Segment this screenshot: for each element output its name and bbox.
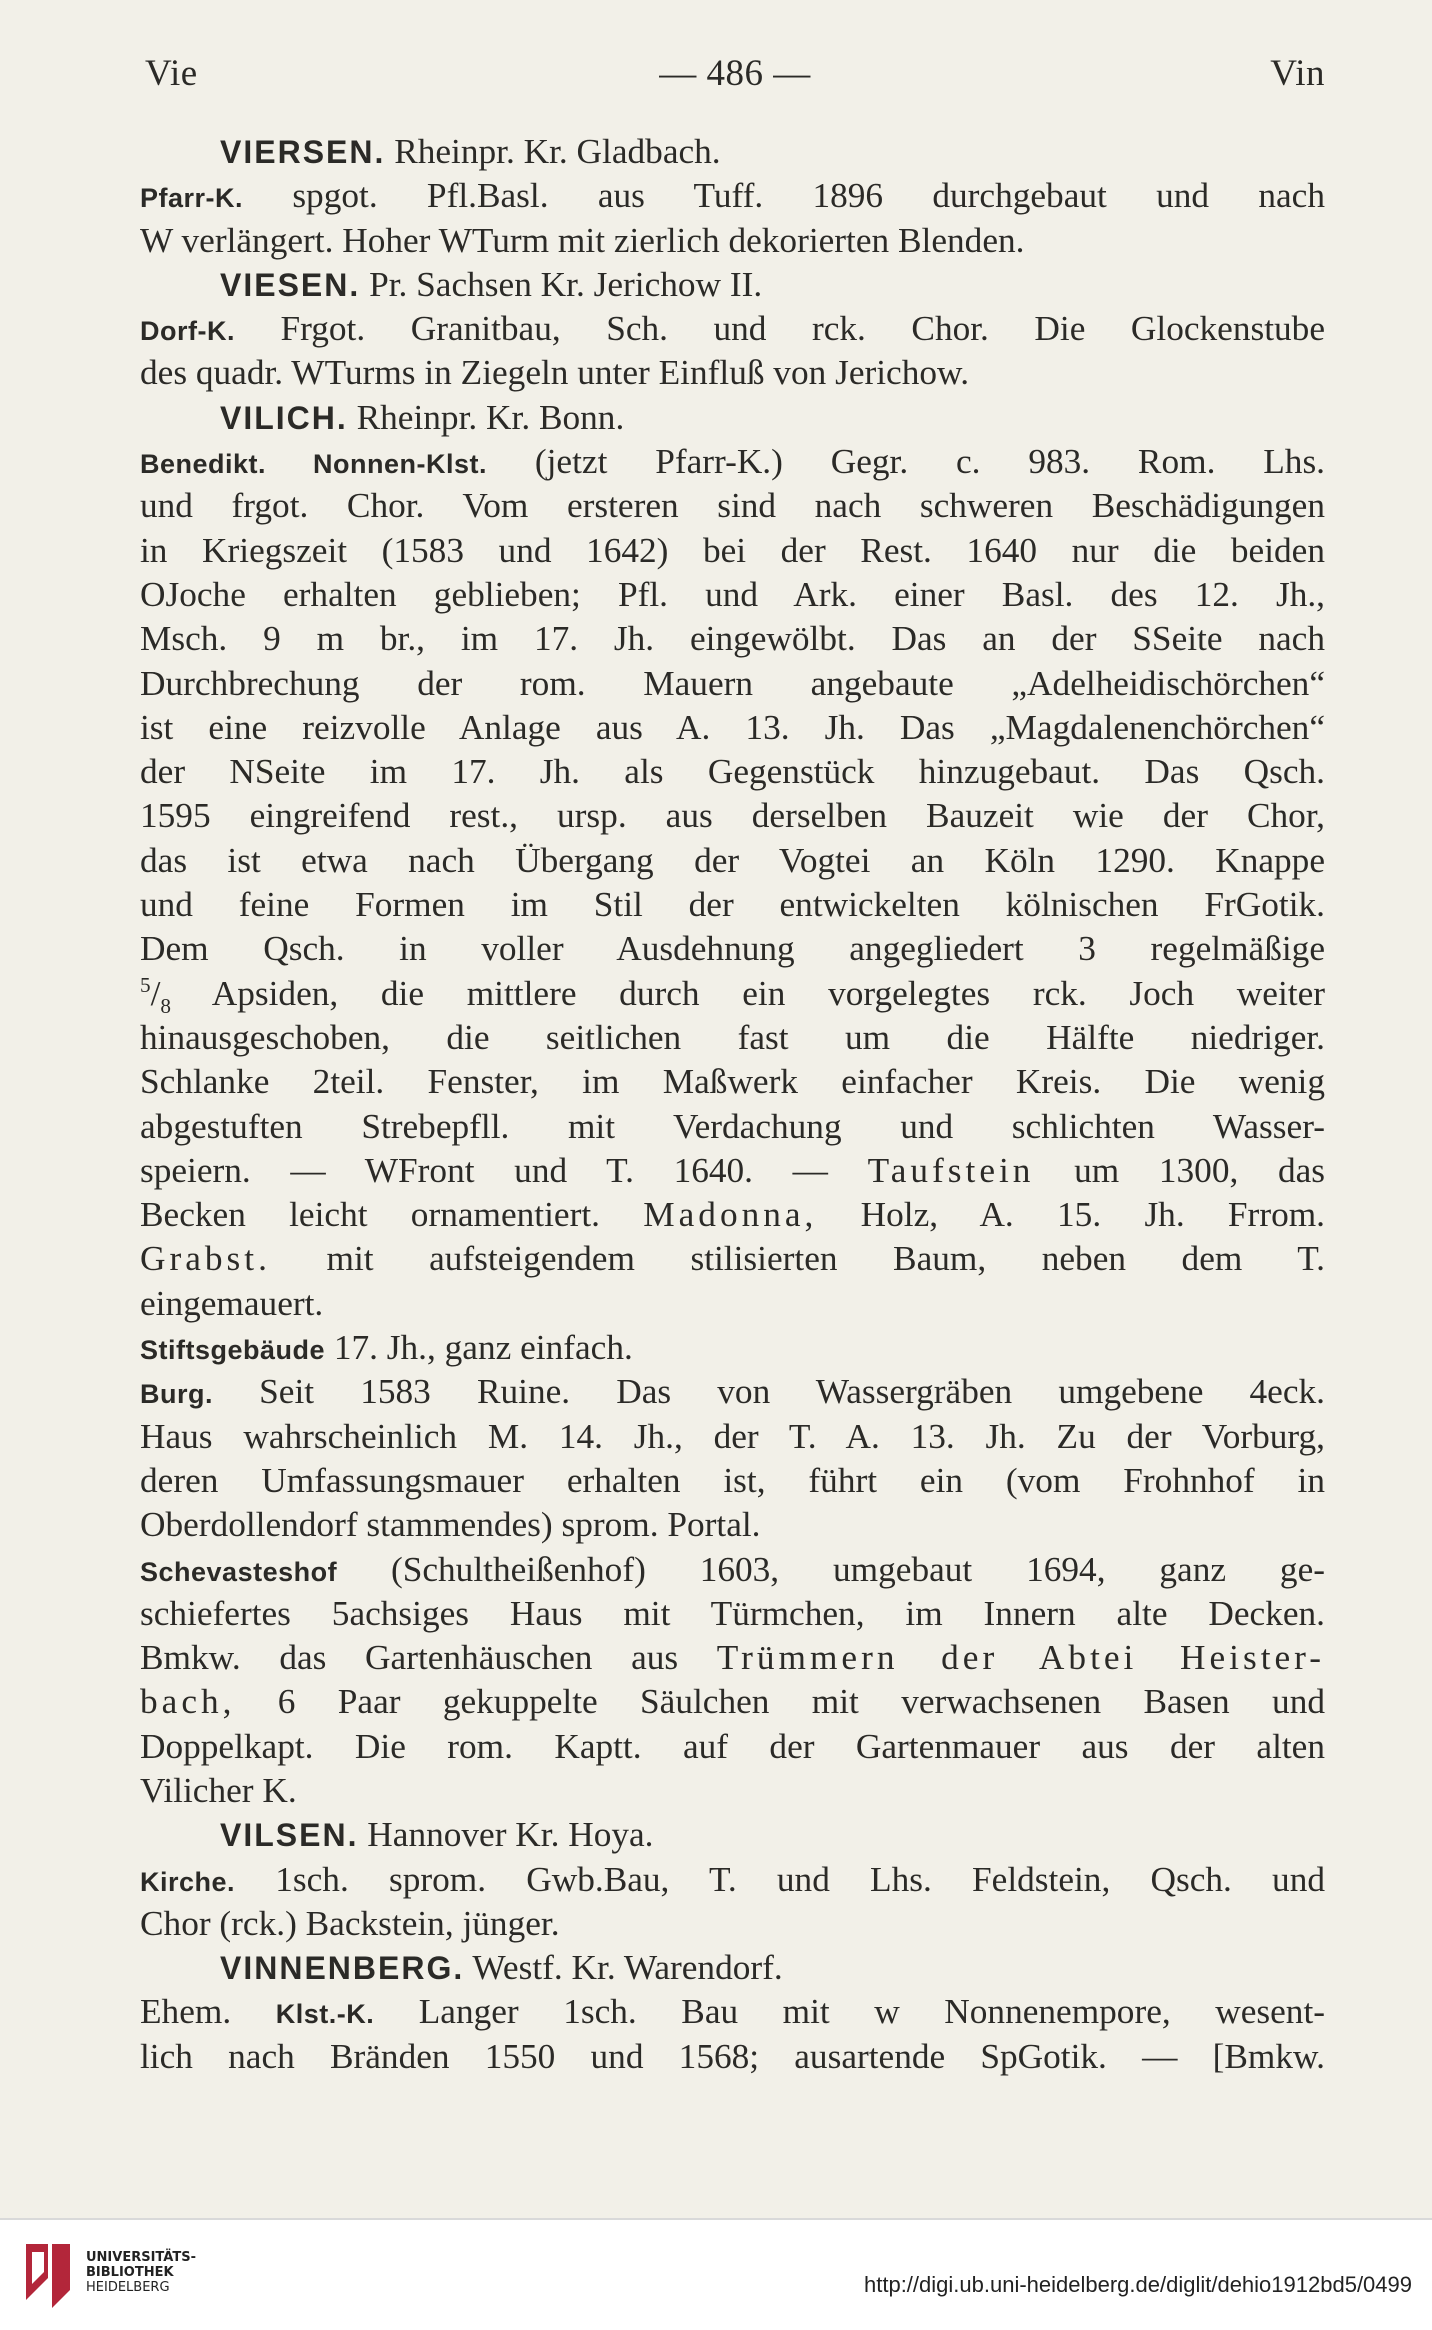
text-line [140, 750, 1325, 794]
text-line [140, 839, 1325, 883]
text-line [140, 1503, 1325, 1547]
text-span: spgot. Pfl.Basl. aus Tuff. 1896 durchgebaut und nach [243, 176, 1325, 216]
text-line [140, 1725, 1325, 1769]
text-line [140, 1858, 1325, 1902]
text-span: und feine Formen im Stil der entwickelten kölnischen FrGotik. [140, 885, 1325, 925]
text-line [140, 2035, 1325, 2079]
text-line [140, 529, 1325, 573]
text-line [140, 1415, 1325, 1459]
place-heading: VIERSEN. [220, 134, 386, 170]
text-line [140, 706, 1325, 750]
text-line [140, 1326, 1325, 1370]
text-span: das ist etwa nach Übergang der Vogtei an Köln 1290. Knappe [140, 840, 1325, 880]
text-span: 17. Jh., ganz einfach. [325, 1328, 633, 1368]
text-span: Chor (rck.) Backstein, jünger. [140, 1903, 560, 1943]
header-left-keyword: Vie [145, 53, 198, 94]
text-span: Vilicher K. [140, 1770, 297, 1810]
text-line [140, 396, 1325, 440]
building-heading: Klst.-K. [275, 1999, 375, 2030]
text-span: Bmkw. das Gartenhäuschen aus [140, 1638, 717, 1678]
text-line [140, 1680, 1325, 1724]
place-heading: VINNENBERG. [220, 1950, 465, 1987]
text-span: W verlängert. Hoher WTurm mit zierlich dekorierten Blenden. [140, 220, 1025, 260]
text-line [140, 1016, 1325, 1060]
text-span: Langer 1sch. Bau mit w Nonnenempore, wesent- [374, 1992, 1325, 2032]
spaced-term: Madonna, [643, 1195, 818, 1235]
text-line [140, 263, 1325, 307]
text-line [140, 1636, 1325, 1680]
text-line [140, 927, 1325, 971]
text-line [140, 1370, 1325, 1414]
text-span: Westf. Kr. Warendorf. [464, 1948, 783, 1988]
text-line [140, 174, 1325, 218]
text-line [140, 1459, 1325, 1503]
text-line [140, 573, 1325, 617]
text-line [140, 1902, 1325, 1946]
text-line [140, 130, 1325, 174]
text-line [140, 484, 1325, 528]
text-span: OJoche erhalten geblieben; Pfl. und Ark. einer Basl. des 12. Jh., [140, 574, 1325, 614]
spaced-term: bach, [140, 1682, 236, 1722]
text-span: schiefertes 5achsiges Haus mit Türmchen, im Innern alte Decken. [140, 1593, 1325, 1633]
text-line [140, 307, 1325, 351]
text-span: Frgot. Granitbau, Sch. und rck. Chor. Die Glockenstube [234, 309, 1325, 349]
text-line [140, 219, 1325, 263]
place-heading: VIESEN. [220, 266, 361, 303]
text-span: Hannover Kr. Hoya. [358, 1815, 654, 1855]
text-span: Rheinpr. Kr. Bonn. [347, 397, 625, 437]
text-span: deren Umfassungsmauer erhalten ist, führt ein (vom Frohnhof in [140, 1460, 1325, 1500]
library-name [86, 2250, 196, 2295]
text-span: 1595 eingreifend rest., ursp. aus derselben Bauzeit wie der Chor, [140, 796, 1325, 836]
building-heading: Dorf-K. [140, 316, 235, 347]
spaced-term: Trümmern der Abtei Heister- [716, 1638, 1325, 1678]
text-line [140, 1769, 1325, 1813]
permalink-url[interactable]: http://digi.ub.uni-heidelberg.de/diglit/dehio1912bd5/0499 [864, 2272, 1412, 2297]
text-span: Doppelkapt. Die rom. Kaptt. auf der Gartenmauer aus der alten [140, 1726, 1325, 1766]
building-heading: Kirche. [140, 1866, 236, 1897]
place-heading: VILSEN. [220, 1817, 359, 1854]
text-span: Rheinpr. Kr. Gladbach. [385, 132, 721, 171]
text-line [140, 1990, 1325, 2034]
library-name-line: BIBLIOTHEK [86, 2265, 174, 2280]
text-span: 6 Paar gekuppelte Säulchen mit verwachsenen Basen und [235, 1682, 1325, 1722]
text-line [140, 351, 1325, 395]
text-span: Msch. 9 m br., im 17. Jh. eingewölbt. Das an der SSeite nach [140, 619, 1325, 659]
text-line [140, 1548, 1325, 1592]
viewer-footer [0, 2218, 1432, 2330]
page-number: — 486 — [659, 53, 811, 94]
text-span: Apsiden, die mittlere durch ein vorgelegtes rck. Joch weiter [171, 973, 1325, 1013]
text-span: 1sch. sprom. Gwb.Bau, T. und Lhs. Feldstein, Qsch. und [235, 1859, 1325, 1899]
text-span: des quadr. WTurms in Ziegeln unter Einfluß von Jerichow. [140, 353, 970, 393]
ub-heidelberg-logo-icon[interactable] [18, 2238, 78, 2316]
text-line [140, 1149, 1325, 1193]
text-line [140, 972, 1325, 1016]
text-line [140, 1813, 1325, 1857]
text-span: (jetzt Pfarr-K.) Gegr. c. 983. Rom. Lhs. [487, 442, 1325, 482]
running-header [145, 52, 1325, 102]
text-line [140, 662, 1325, 706]
text-span: Becken leicht ornamentiert. [140, 1195, 644, 1235]
text-span: Pr. Sachsen Kr. Jerichow II. [360, 264, 763, 304]
spaced-term: Grabst. [140, 1239, 271, 1279]
building-heading: Benedikt. Nonnen-Klst. [140, 449, 488, 480]
text-span: in Kriegszeit (1583 und 1642) bei der Rest. 1640 nur die beiden [140, 530, 1325, 570]
library-name-line: UNIVERSITÄTS- [86, 2250, 196, 2265]
text-span: hinausgeschoben, die seitlichen fast um die Hälfte niedriger. [140, 1017, 1325, 1057]
building-heading: Pfarr-K. [140, 183, 244, 214]
text-span: der NSeite im 17. Jh. als Gegenstück hinzugebaut. Das Qsch. [140, 752, 1325, 792]
text-span: mit aufsteigendem stilisierten Baum, neben dem T. [270, 1239, 1325, 1279]
fraction-numerator: 5 [140, 972, 151, 997]
spaced-term: Taufstein [867, 1150, 1035, 1190]
text-line [140, 883, 1325, 927]
text-span: Dem Qsch. in voller Ausdehnung angegliedert 3 regelmäßige [140, 929, 1325, 969]
text-line [140, 617, 1325, 661]
text-span: Durchbrechung der rom. Mauern angebaute „Adelheidischörchen“ [140, 663, 1325, 703]
text-span: (Schultheißenhof) 1603, umgebaut 1694, ganz ge- [337, 1549, 1325, 1589]
text-line [140, 1193, 1325, 1237]
text-span: und frgot. Chor. Vom ersteren sind nach schweren Beschädigungen [140, 486, 1325, 526]
text-span: Seit 1583 Ruine. Das von Wassergräben umgebene 4eck. [213, 1372, 1325, 1412]
place-heading: VILICH. [220, 399, 348, 436]
building-heading: Burg. [140, 1379, 213, 1410]
text-line [140, 440, 1325, 484]
text-line [140, 1282, 1325, 1326]
text-span: abgestuften Strebepfll. mit Verdachung und schlichten Wasser- [140, 1106, 1325, 1146]
text-span: / [150, 973, 161, 1013]
text-span: Holz, A. 15. Jh. Frrom. [817, 1195, 1325, 1235]
text-span: Oberdollendorf stammendes) sprom. Portal. [140, 1505, 761, 1545]
building-heading: Schevasteshof [140, 1556, 338, 1587]
text-line [140, 1105, 1325, 1149]
text-span: Schlanke 2teil. Fenster, im Maßwerk einfacher Kreis. Die wenig [140, 1062, 1325, 1102]
text-line [140, 794, 1325, 838]
text-line [140, 1946, 1325, 1990]
text-span: eingemauert. [140, 1283, 324, 1323]
text-span: um 1300, das [1034, 1150, 1325, 1190]
text-line [140, 1060, 1325, 1104]
building-heading: Stiftsgebäude [140, 1335, 326, 1366]
header-right-keyword: Vin [1270, 53, 1325, 94]
page-body-text [140, 130, 1325, 2079]
text-span: speiern. — WFront und T. 1640. — [140, 1150, 868, 1190]
text-span: ist eine reizvolle Anlage aus A. 13. Jh. Das „Magdalenenchörchen“ [140, 707, 1325, 747]
text-span: Haus wahrscheinlich M. 14. Jh., der T. A. 13. Jh. Zu der Vorburg, [140, 1416, 1325, 1456]
text-line [140, 1237, 1325, 1281]
text-span: Ehem. [140, 1992, 276, 2032]
library-name-line: HEIDELBERG [86, 2280, 170, 2295]
text-line [140, 1592, 1325, 1636]
fraction-denominator: 8 [160, 993, 171, 1016]
text-span: lich nach Bränden 1550 und 1568; ausartende SpGotik. — [Bmkw. [140, 2036, 1325, 2076]
